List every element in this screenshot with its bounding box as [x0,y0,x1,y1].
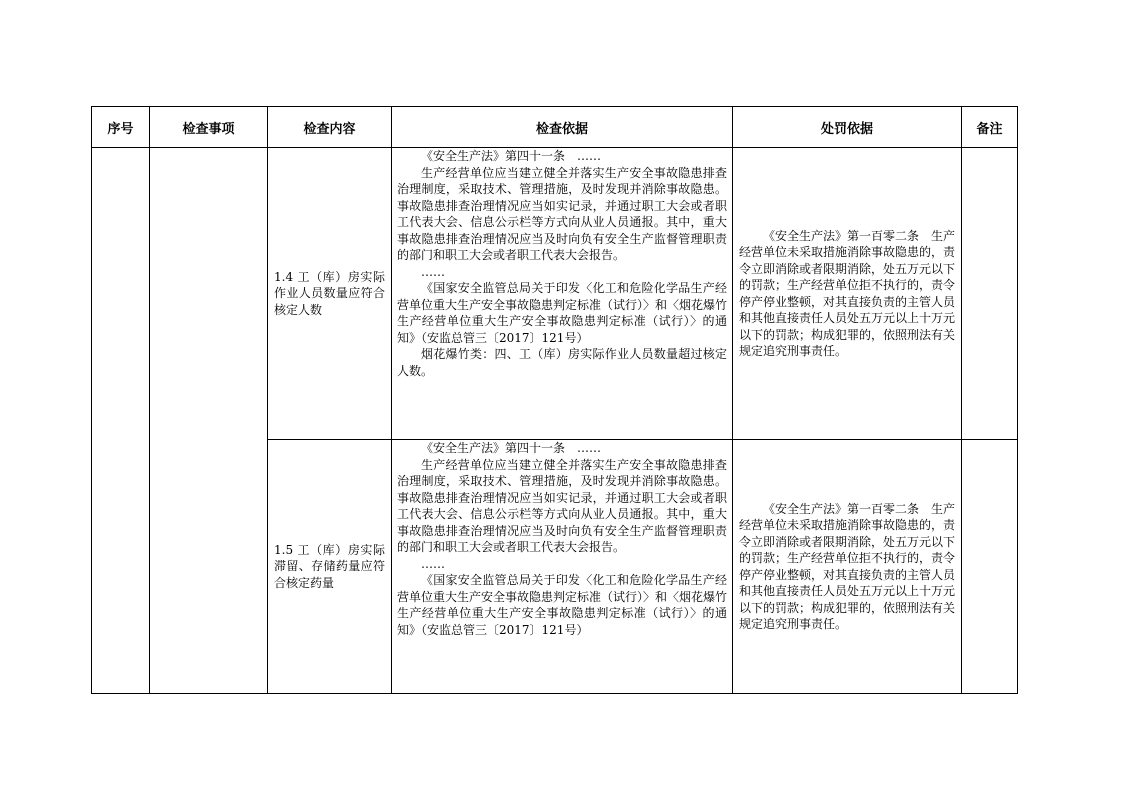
inspection-table [91,106,1018,694]
header-item: 检查事项 [150,107,268,148]
header-row [92,107,1018,148]
basis-paragraph: 烟花爆竹类：四、工（库）房实际作业人员数量超过核定人数。 [397,347,727,378]
penalty-cell [733,440,962,694]
content-cell [268,440,392,694]
content-cell [268,148,392,440]
serial-cell [92,148,150,694]
basis-paragraph: 《国家安全监管总局关于印发〈化工和危险化学品生产经营单位重大生产安全事故隐患判定标准（试行）〉和〈烟花爆竹生产经营单位重大生产安全事故隐患判定标准（试行）〉的通知》（安监总管三〔2017〕121号） [397,573,728,637]
item-cell [150,148,268,694]
basis-text [392,440,732,638]
header-penalty: 处罚依据 [733,107,962,148]
basis-paragraph: 生产经营单位应当建立健全并落实生产安全事故隐患排查治理制度，采取技术、管理措施，及时发现并消除事故隐患。事故隐患排查治理情况应当如实记录，并通过职工大会或者职工代表大会、信息公示栏等方式向从业人员通报。其中，重大事故隐患排查治理情况应当及时向负有安全生产监督管理职责的部门和职工大会或者职工代表大会报告。 [397,457,727,554]
basis-paragraph: 《安全生产法》第四十一条 …… [421,441,602,455]
content-text: 1.4 工（库）房实际作业人员数量应符合核定人数 [274,269,385,317]
basis-cell [392,148,733,440]
basis-paragraph: 《安全生产法》第四十一条 …… [421,149,602,163]
remarks-cell [962,148,1018,440]
penalty-text [733,228,961,360]
basis-paragraph: …… [421,264,445,279]
table-row [92,148,1018,440]
header-content: 检查内容 [268,107,392,148]
basis-paragraph: 生产经营单位应当建立健全并落实生产安全事故隐患排查治理制度，采取技术、管理措施，及时发现并消除事故隐患。事故隐患排查治理情况应当如实记录，并通过职工大会或者职工代表大会、信息公示栏等方式向从业人员通报。其中，重大事故隐患排查治理情况应当及时向负有安全生产监督管理职责的部门和职工大会或者职工代表大会报告。 [397,165,727,262]
basis-text [392,148,732,379]
basis-cell [392,440,733,694]
header-remarks: 备注 [962,107,1018,148]
basis-paragraph: 《国家安全监管总局关于印发〈化工和危险化学品生产经营单位重大生产安全事故隐患判定标准（试行）〉和〈烟花爆竹生产经营单位重大生产安全事故隐患判定标准（试行）〉的通知》（安监总管三〔2017〕121号） [397,281,728,345]
penalty-text [733,501,961,633]
header-basis: 检查依据 [392,107,733,148]
remarks-cell [962,440,1018,694]
header-serial: 序号 [92,107,150,148]
basis-paragraph: …… [421,556,445,571]
penalty-paragraph: 《安全生产法》第一百零二条 生产经营单位未采取措施消除事故隐患的，责令立即消除或者限期消除，处五万元以下的罚款；生产经营单位拒不执行的，责令停产停业整顿，对其直接负责的主管人员和其他直接责任人员处五万元以上十万元以下的罚款；构成犯罪的，依照刑法有关规定追究刑事责任。 [739,228,956,358]
content-text: 1.5 工（库）房实际滞留、存储药量应符合核定药量 [274,542,385,590]
penalty-cell [733,148,962,440]
penalty-paragraph: 《安全生产法》第一百零二条 生产经营单位未采取措施消除事故隐患的，责令立即消除或者限期消除，处五万元以下的罚款；生产经营单位拒不执行的，责令停产停业整顿，对其直接负责的主管人员和其他直接责任人员处五万元以上十万元以下的罚款；构成犯罪的，依照刑法有关规定追究刑事责任。 [739,501,956,631]
